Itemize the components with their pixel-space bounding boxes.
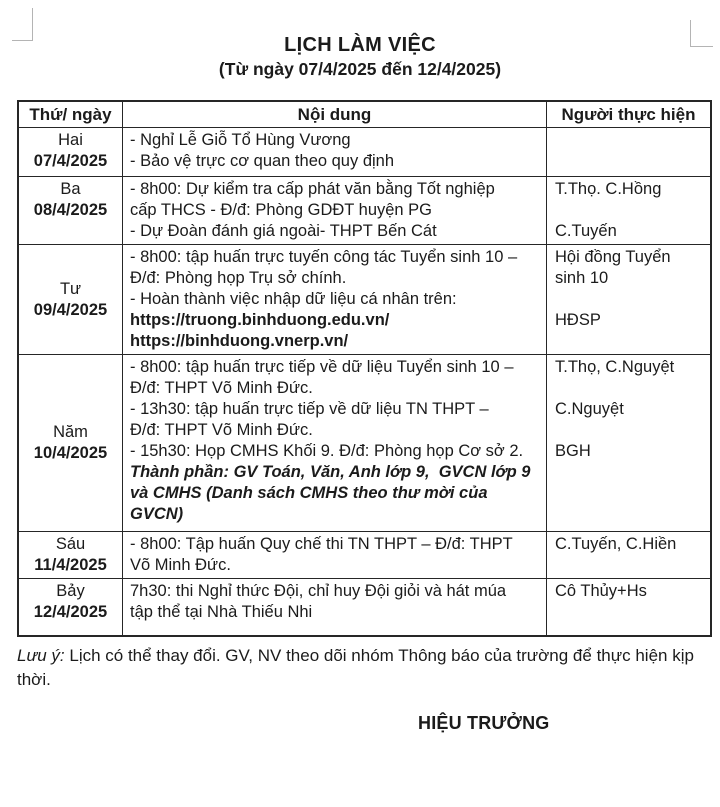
table-header-row bbox=[19, 102, 710, 127]
person-cell bbox=[547, 532, 710, 578]
day-name: Bảy bbox=[56, 582, 85, 600]
page-corner-mark-right bbox=[690, 20, 713, 47]
content-line: cấp THCS - Đ/đ: Phòng GDĐT huyện PG bbox=[130, 201, 433, 219]
day-cell bbox=[19, 245, 123, 354]
day-name: Ba bbox=[60, 180, 81, 198]
person-line: HĐSP bbox=[555, 311, 601, 329]
person-line: C.Nguyệt bbox=[555, 400, 624, 418]
footer-note bbox=[17, 644, 711, 691]
url-link[interactable]: https://truong.binhduong.edu.vn/ bbox=[130, 311, 390, 329]
content-cell bbox=[123, 532, 547, 578]
day-date: 09/4/2025 bbox=[33, 300, 108, 319]
table-row bbox=[19, 176, 710, 244]
person-line: T.Thọ. C.Hồng bbox=[555, 180, 662, 198]
day-date: 12/4/2025 bbox=[33, 603, 108, 621]
content-line: - Hoàn thành việc nhập dữ liệu cá nhân trên: bbox=[130, 290, 457, 308]
person-cell bbox=[547, 128, 710, 176]
note-text: Lịch có thể thay đổi. GV, NV theo dõi nhóm Thông báo của trường để thực hiện kịp thời. bbox=[17, 646, 694, 689]
person-cell bbox=[547, 355, 710, 531]
url-link[interactable]: https://binhduong.vnerp.vn/ bbox=[130, 332, 349, 350]
day-date: 08/4/2025 bbox=[33, 201, 108, 219]
schedule-table bbox=[17, 100, 712, 637]
title-block bbox=[0, 0, 720, 80]
content-line: Võ Minh Đức. bbox=[130, 556, 231, 574]
content-line: - Nghỉ Lễ Giỗ Tổ Hùng Vương bbox=[130, 131, 351, 149]
content-line: Đ/đ: THPT Võ Minh Đức. bbox=[130, 421, 313, 439]
person-line bbox=[555, 289, 706, 310]
person-line: T.Thọ, C.Nguyệt bbox=[555, 358, 675, 376]
table-row bbox=[19, 127, 710, 176]
content-line: - 15h30: Họp CMHS Khối 9. Đ/đ: Phòng họp Cơ sở 2. bbox=[130, 442, 524, 460]
person-cell bbox=[547, 245, 710, 354]
content-line: - 8h00: tập huấn trực tuyến công tác Tuyển sinh 10 – bbox=[130, 248, 518, 266]
person-line: C.Tuyến, C.Hiền bbox=[555, 535, 677, 553]
content-line: - 8h00: Tập huấn Quy chế thi TN THPT – Đ/đ: THPT bbox=[130, 535, 513, 553]
page-corner-mark-left bbox=[12, 8, 33, 41]
column-header-person: Người thực hiện bbox=[561, 105, 696, 124]
day-date: 11/4/2025 bbox=[34, 556, 107, 574]
day-cell bbox=[19, 128, 123, 176]
content-cell bbox=[123, 579, 547, 635]
day-cell bbox=[19, 532, 123, 578]
person-line bbox=[555, 200, 706, 221]
person-line bbox=[555, 420, 706, 441]
content-line: - Dự Đoàn đánh giá ngoài- THPT Bến Cát bbox=[130, 222, 437, 240]
column-header-content: Nội dung bbox=[123, 102, 547, 127]
person-line: Cô Thủy+Hs bbox=[555, 582, 647, 600]
day-name: Hai bbox=[58, 131, 83, 149]
content-line: - 8h00: tập huấn trực tiếp về dữ liệu Tuyển sinh 10 – bbox=[130, 358, 514, 376]
person-line bbox=[555, 378, 706, 399]
content-line: 7h30: thi Nghỉ thức Đội, chỉ huy Đội giỏi và hát múa bbox=[130, 582, 507, 600]
content-cell bbox=[123, 245, 547, 354]
content-cell bbox=[123, 128, 547, 176]
table-row bbox=[19, 244, 710, 354]
table-body bbox=[19, 127, 710, 635]
person-cell bbox=[547, 177, 710, 244]
content-line: tập thể tại Nhà Thiếu Nhi bbox=[130, 603, 313, 621]
content-line: và CMHS (Danh sách CMHS theo thư mời của bbox=[130, 484, 488, 502]
person-line: C.Tuyến bbox=[555, 222, 617, 240]
day-name: Tư bbox=[59, 279, 82, 298]
page-subtitle: (Từ ngày 07/4/2025 đến 12/4/2025) bbox=[218, 59, 502, 79]
signature-title: HIỆU TRƯỞNG bbox=[418, 713, 550, 733]
content-line: - Bảo vệ trực cơ quan theo quy định bbox=[130, 152, 395, 170]
content-line: Thành phần: GV Toán, Văn, Anh lớp 9, GVCN lớp 9 bbox=[130, 463, 531, 481]
table-row bbox=[19, 531, 710, 578]
person-cell bbox=[547, 579, 710, 635]
day-cell bbox=[19, 579, 123, 635]
page-title: LỊCH LÀM VIỆC bbox=[284, 34, 436, 56]
day-date: 10/4/2025 bbox=[33, 444, 108, 462]
note-label: Lưu ý: bbox=[17, 646, 65, 665]
content-cell bbox=[123, 177, 547, 244]
content-cell bbox=[123, 355, 547, 531]
person-line: sinh 10 bbox=[555, 269, 609, 287]
column-header-day: Thứ/ ngày bbox=[19, 102, 123, 127]
content-line: Đ/đ: Phòng họp Trụ sở chính. bbox=[130, 269, 347, 287]
day-date: 07/4/2025 bbox=[33, 152, 108, 170]
day-name: Sáu bbox=[55, 535, 86, 553]
day-cell bbox=[19, 177, 123, 244]
content-line: Đ/đ: THPT Võ Minh Đức. bbox=[130, 379, 313, 397]
content-line: - 8h00: Dự kiểm tra cấp phát văn bằng Tốt nghiệp bbox=[130, 180, 495, 198]
day-name: Năm bbox=[53, 423, 88, 441]
day-cell bbox=[19, 355, 123, 531]
content-line: GVCN) bbox=[130, 505, 184, 523]
person-line: BGH bbox=[555, 442, 591, 460]
table-row bbox=[19, 354, 710, 531]
table-row bbox=[19, 578, 710, 635]
person-line: Hội đồng Tuyển bbox=[555, 248, 671, 266]
content-line: - 13h30: tập huấn trực tiếp về dữ liệu TN THPT – bbox=[130, 400, 489, 418]
